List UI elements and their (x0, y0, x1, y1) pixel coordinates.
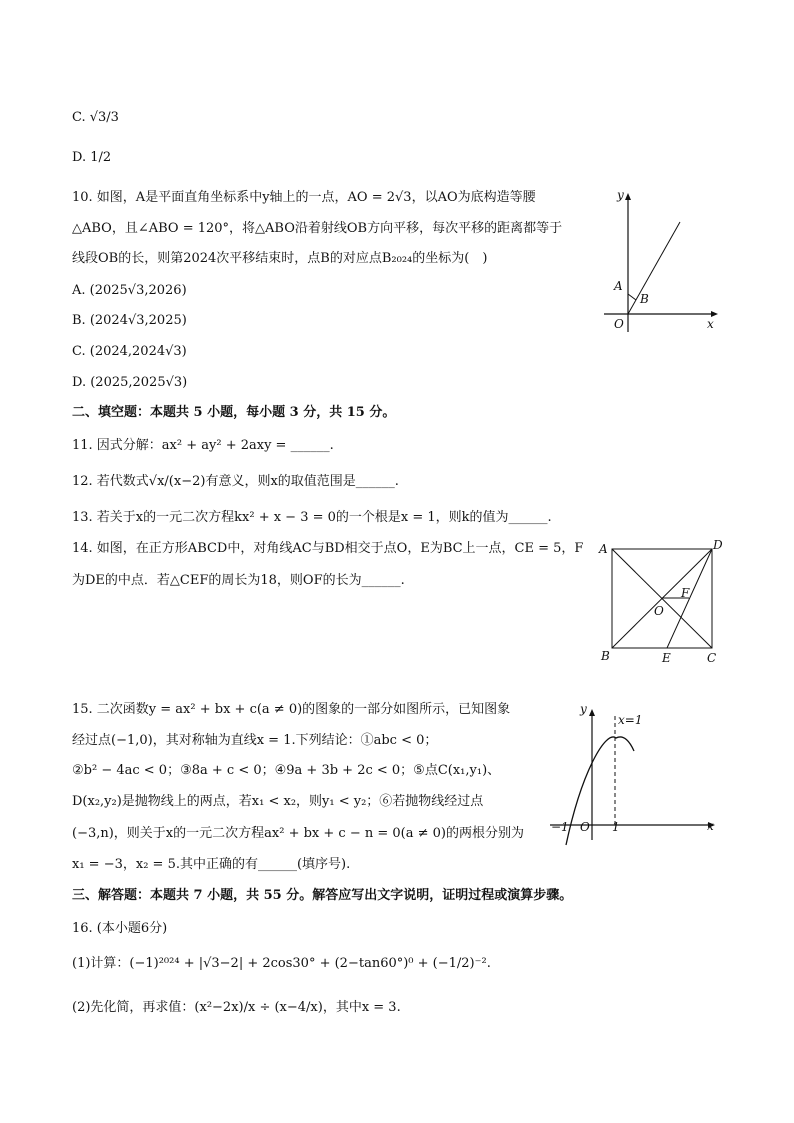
q15-label-o: O (580, 820, 590, 834)
q10-label-y: y (617, 188, 624, 202)
q15-label-y: y (580, 702, 587, 716)
q16-heading: 16. (本小题6分) (72, 921, 168, 936)
q10-option-b: B. (2024√3,2025) (72, 313, 187, 328)
q14-label-b: B (601, 649, 610, 663)
q10-text-line2: △ABO，且∠ABO = 120°，将△ABO沿着射线OB方向平移，每次平移的距离都等于 (72, 221, 563, 236)
figure-q15 (545, 698, 725, 848)
q15-label-x: x (707, 819, 714, 833)
q14-label-e: E (662, 651, 671, 665)
q15-text-line5: (−3,n)，则关于x的一元二次方程ax² + bx + c − n = 0(a ≠ 0)的两根分别为 (72, 826, 524, 841)
q14-label-f: F (681, 586, 690, 600)
q13-text: 13. 若关于x的一元二次方程kx² + x − 3 = 0的一个根是x = 1，则k的值为______. (72, 510, 552, 525)
figure-q10 (600, 186, 730, 336)
q14-label-d: D (713, 538, 723, 552)
q14-label-o: O (654, 604, 664, 618)
q15-label-1: 1 (612, 820, 620, 834)
q10-label-o: O (614, 317, 624, 331)
q12-text: 12. 若代数式√x/(x−2)有意义，则x的取值范围是______. (72, 474, 399, 489)
q15-parabola (566, 737, 634, 845)
q14-label-a: A (599, 542, 608, 556)
q14-text-line2: 为DE的中点．若△CEF的周长为18，则OF的长为______. (72, 573, 405, 588)
q11-text: 11. 因式分解：ax² + ay² + 2axy = ______. (72, 438, 334, 453)
q10-label-b: B (640, 292, 649, 306)
q10-option-c: C. (2024,2024√3) (72, 344, 187, 359)
q14-text-line1: 14. 如图，在正方形ABCD中，对角线AC与BD相交于点O，E为BC上一点，CE = 5，F (72, 541, 584, 556)
q10-label-x: x (707, 317, 714, 331)
section2-heading: 二、填空题：本题共 5 小题，每小题 3 分，共 15 分。 (72, 405, 396, 420)
q15-text-line1: 15. 二次函数y = ax² + bx + c(a ≠ 0)的图象的一部分如图所示，已知图象 (72, 702, 511, 717)
option-c-q9: C. √3/3 (72, 110, 119, 125)
q15-text-line3: ②b² − 4ac < 0；③8a + c < 0；④9a + 3b + 2c < 0；⑤点C(x₁,y₁)、 (72, 763, 501, 778)
q15-y-arrow (589, 709, 595, 716)
section3-heading: 三、解答题：本题共 7 小题，共 55 分。解答应写出文字说明，证明过程或演算步骤。 (72, 888, 573, 903)
q15-text-line6: x₁ = −3，x₂ = 5.其中正确的有______(填序号). (72, 857, 351, 872)
q10-label-a: A (614, 279, 623, 293)
option-d-q9: D. 1/2 (72, 150, 112, 165)
q15-text-line4: D(x₂,y₂)是抛物线上的两点，若x₁ < x₂，则y₁ < y₂；⑥若抛物线经过点 (72, 794, 484, 809)
q15-label-axis: x=1 (618, 713, 643, 727)
q15-text-line2: 经过点(−1,0)，其对称轴为直线x = 1.下列结论：①abc < 0； (72, 733, 438, 748)
q10-text-line1: 10. 如图，A是平面直角坐标系中y轴上的一点，AO = 2√3，以AO为底构造等腰 (72, 190, 536, 205)
q10-segment-ab (628, 294, 636, 300)
q16-part1: (1)计算：(−1)²⁰²⁴ + |√3−2| + 2cos30° + (2−tan60°)⁰ + (−1/2)⁻². (72, 956, 491, 971)
q15-label-neg1: −1 (551, 820, 569, 834)
q10-y-arrow (625, 193, 631, 200)
q10-option-a: A. (2025√3,2026) (72, 283, 187, 298)
q10-text-line3: 线段OB的长，则第2024次平移结束时，点B的对应点B₂₀₂₄的坐标为( ) (72, 251, 488, 266)
q14-label-c: C (707, 651, 717, 665)
figure-q14 (596, 538, 731, 668)
q10-option-d: D. (2025,2025√3) (72, 375, 188, 390)
q16-part2: (2)先化简，再求值：(x²−2x)/x ÷ (x−4/x)，其中x = 3. (72, 1000, 401, 1015)
